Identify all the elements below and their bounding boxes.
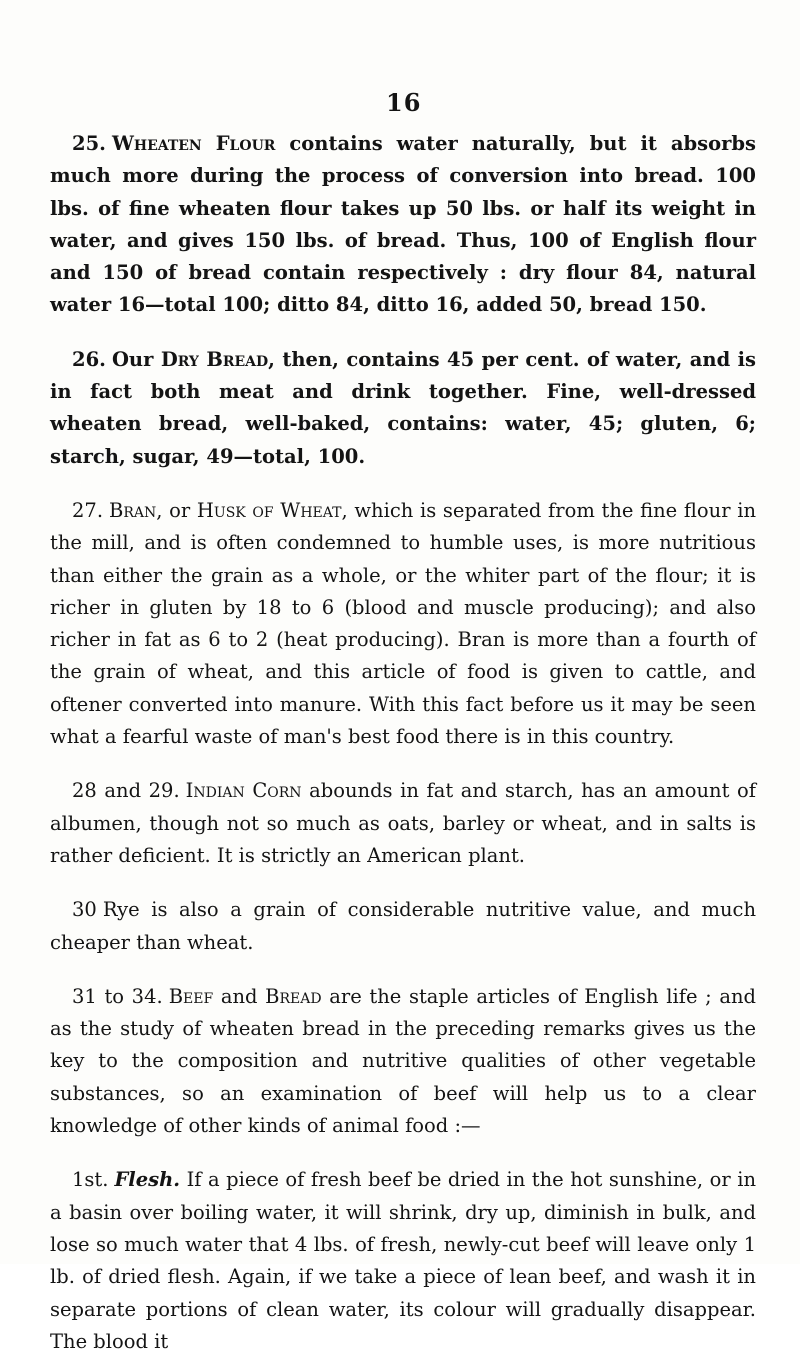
paragraph-lead: Indian Corn — [185, 779, 302, 803]
paragraph-text: which is separated from the fine flour in the mill, and is often condemned to humble uses, is more nutritious than either the grain as a whole, or the whiter part of the flour; it is richer in gluten by 18 to 6 (blood and muscle producing); and also richer in fat as 6 to 2 (heat producing). Bran is more than a fourth of the grain of wheat, and this article of food is given to cattle, and oftener converted into manure. With this fact before us it may be seen what a fearful waste of man's best food there is in this country. — [50, 498, 757, 749]
paragraph-text: are the staple articles of English life ; and as the study of wheaten bread in the preceding remarks gives us the key to the composition and nutritive qualities of other vegetable substances, so an examination of beef will help us to a clear knowledge of other kinds of animal food :— — [50, 984, 757, 1138]
paragraph-25 — [50, 128, 756, 322]
paragraph-lead-secondary: Husk of Wheat, — [196, 498, 348, 522]
paragraph-text: contains water naturally, but it absorbs much more during the process of conversion into bread. 100 lbs. of fine wheaten flour takes up 50 lbs. or half its weight in water, and gives 150 lbs. of bread. Thus, 100 of English flour and 150 of bread contain respectively : dry flour 84, natural water 16—total 100; ditto 84, ditto 16, added 50, bread 150. — [50, 132, 756, 317]
paragraph-number: 27. — [72, 498, 104, 522]
body-text — [50, 128, 756, 1358]
paragraph-lead-secondary: Bread — [265, 984, 322, 1008]
paragraph-number: 25. — [72, 132, 106, 155]
paragraph-lead-connector: and — [220, 984, 258, 1008]
paragraph-number: 28 and 29. — [72, 779, 180, 803]
paragraph-lead: Beef — [168, 984, 214, 1008]
paragraph-number: 31 to 34. — [72, 984, 163, 1008]
paragraph-31-34 — [50, 981, 756, 1142]
paragraph-26 — [50, 344, 756, 473]
paragraph-lead-prefix: Our — [111, 347, 154, 371]
page-number: 16 — [386, 88, 422, 117]
paragraph-27 — [50, 495, 756, 753]
paragraph-lead: Wheaten Flour — [111, 132, 276, 155]
paragraph-text: If a piece of fresh beef be dried in the hot sunshine, or in a basin over boiling water, it will shrink, dry up, diminish in bulk, and lose so much water that 4 lbs. of fresh, newly-cut beef will leave only 1 lb. of dried flesh. Again, if we take a piece of lean beef, and wash it in separate portions of clean water, its colour will gradually disappear. The blood it — [50, 1168, 757, 1353]
paragraph-text: then, contains 45 per cent. of water, and is in fact both meat and drink together. Fine, well-dressed wheaten bread, well-baked, contains: water, 45; gluten, 6; starch, sugar, 49—total, 100. — [50, 347, 757, 468]
paragraph-lead: Dry Bread, — [160, 347, 275, 371]
paragraph-lead: Bran, — [109, 498, 163, 522]
paragraph-30 — [50, 894, 756, 959]
paragraph-number: 26. — [72, 347, 106, 371]
paragraph-text: Rye is also a grain of considerable nutritive value, and much cheaper than wheat. — [50, 898, 756, 954]
paragraph-lead-connector: or — [169, 498, 191, 522]
paragraph-28-29 — [50, 775, 756, 872]
paragraph-flesh — [50, 1164, 756, 1358]
paragraph-number: 1st. — [72, 1168, 109, 1192]
paragraph-italic-heading: Flesh. — [114, 1168, 181, 1192]
paragraph-number: 30 — [72, 898, 97, 922]
paragraph-text: abounds in fat and starch, has an amount of albumen, though not so much as oats, barley or wheat, and in salts is rather deficient. It is strictly an American plant. — [50, 779, 756, 867]
